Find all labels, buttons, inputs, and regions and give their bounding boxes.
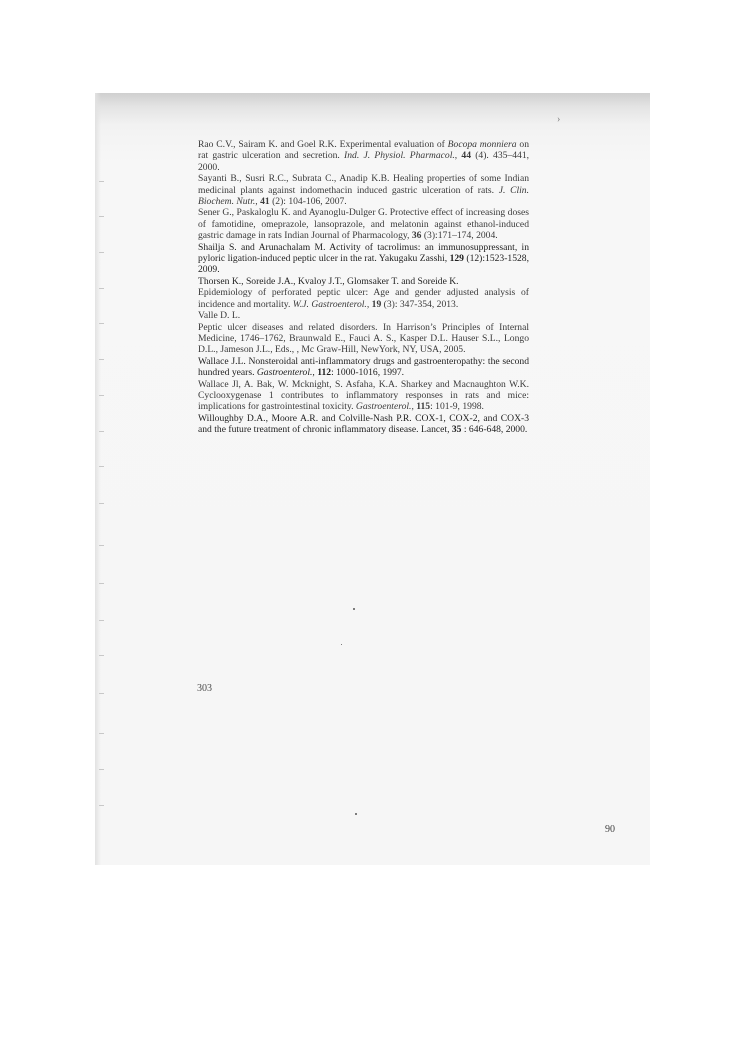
reference-volume: 115 xyxy=(416,401,431,413)
margin-tick xyxy=(99,431,104,432)
margin-tick xyxy=(99,545,104,546)
reference-entry xyxy=(198,173,529,207)
reference-volume: 35 xyxy=(451,424,462,436)
reference-text: (3): 347-354, 2013. xyxy=(381,298,459,310)
reference-text: Sener G., Paskaloglu K. and Ayanoglu-Dulger G. Protective effect of increasing doses of famotidine, omeprazole, lansoprazole, and melatonin against ethanol-induced gastric damage in rats Indian Journal of Pharmacology, xyxy=(198,207,529,242)
reference-volume: 41 xyxy=(260,196,270,208)
inner-page-number: 303 xyxy=(197,683,212,694)
reference-volume: 44 xyxy=(461,150,471,162)
reference-text: , xyxy=(312,367,318,379)
reference-entry xyxy=(198,139,529,173)
reference-italic-text: Bocopa monniera xyxy=(447,139,517,150)
reference-text: , xyxy=(454,150,462,162)
reference-text: (4). 435–441, 2000. xyxy=(198,150,530,173)
reference-text: (12):1523-1528, 2009. xyxy=(198,253,529,276)
reference-entry xyxy=(198,322,529,356)
reference-text: on rat gastric ulceration and secretion. xyxy=(198,139,529,162)
scanned-page xyxy=(95,93,650,865)
reference-entry xyxy=(198,379,529,413)
reference-text: Epidemiology of perforated peptic ulcer: Age and gender adjusted analysis of incidence and mortality. xyxy=(198,287,529,310)
margin-tick xyxy=(99,503,104,504)
scan-speck xyxy=(341,644,342,645)
margin-tick xyxy=(99,466,104,467)
reference-text: : 101-9, 1998. xyxy=(430,401,484,413)
reference-entry xyxy=(198,413,529,436)
margin-tick xyxy=(99,216,104,217)
reference-volume: 129 xyxy=(449,253,464,265)
reference-text: (2): 104-106, 2007. xyxy=(269,196,347,208)
margin-tick xyxy=(99,769,104,770)
reference-text: Willoughby D.A., Moore A.R. and Colville-Nash P.R. COX-1, COX-2, and COX-3 and the future treatment of chronic inflammatory disease. Lancet, xyxy=(198,412,529,436)
reference-text: Thorsen K., Soreide J.A., Kvaloy J.T., Glomsaker T. and Soreide K. xyxy=(198,275,459,287)
reference-text: Peptic ulcer diseases and related disorders. In Harrison’s Principles of Internal Medicine, 1746–1762, Braunwald E., Fauci A. S., Kasper D.L. Hauser S.L., Longo D.L., Jameson J.L., Eds., , Mc Graw-Hill, NewYork, NY, USA, 2005. xyxy=(198,321,529,356)
margin-tick xyxy=(99,359,104,360)
reference-entry xyxy=(198,310,529,321)
reference-volume: 36 xyxy=(411,230,422,242)
margin-tick xyxy=(99,620,104,621)
page-number: 90 xyxy=(605,824,615,835)
scan-shadow-edge xyxy=(95,93,101,865)
reference-italic-text: Ind. J. Physiol. Pharmacol. xyxy=(344,150,455,162)
reference-volume: 112 xyxy=(317,367,332,379)
reference-italic-text: J. Clin. Biochem. Nutr. xyxy=(198,184,530,208)
margin-tick xyxy=(99,655,104,656)
margin-tick xyxy=(99,288,104,289)
reference-italic-text: Gastroenterol. xyxy=(256,367,313,379)
margin-tick xyxy=(99,805,104,806)
scan-speck xyxy=(355,813,357,815)
margin-tick xyxy=(99,252,104,253)
reference-entry xyxy=(198,242,529,276)
reference-entry xyxy=(198,276,529,287)
reference-text: Wallace Jl, A. Bak, W. Mcknight, S. Asfaha, K.A. Sharkey and Macnaughton W.K. Cyclooxygenase 1 contributes to inflammatory responses in rats and mice: implications for gastrointestinal toxicity. xyxy=(198,378,529,413)
reference-volume: 19 xyxy=(371,298,382,310)
corner-mark: › xyxy=(557,114,561,125)
reference-text: Sayanti B., Susri R.C., Subrata C., Anadip K.B. Healing properties of some Indian medicinal plants against indomethacin induced gastric ulceration of rats. xyxy=(198,173,529,196)
reference-text: (3):171–174, 2004. xyxy=(421,230,498,242)
margin-tick xyxy=(99,181,104,182)
reference-list xyxy=(198,139,529,436)
reference-italic-text: W.J. Gastroenterol. xyxy=(292,298,367,310)
reference-text: : 646-648, 2000. xyxy=(461,424,528,436)
scan-speck xyxy=(353,608,355,610)
margin-tick xyxy=(99,733,104,734)
margin-tick xyxy=(99,583,104,584)
reference-entry xyxy=(198,287,529,310)
margin-tick xyxy=(99,323,104,324)
reference-text: : 1000-1016, 1997. xyxy=(331,367,405,379)
reference-text: Rao C.V., Sairam K. and Goel R.K. Experimental evaluation of xyxy=(198,139,448,150)
margin-tick xyxy=(99,693,104,694)
reference-text: , xyxy=(255,196,261,208)
reference-text: , xyxy=(411,401,417,413)
reference-entry xyxy=(198,356,529,379)
reference-italic-text: Gastroenterol. xyxy=(355,401,412,413)
margin-tick xyxy=(99,395,104,396)
reference-text: Wallace J.L. Nonsteroidal anti-inflammatory drugs and gastroenteropathy: the second hundred years. xyxy=(198,355,529,379)
reference-text: Valle D. L. xyxy=(198,310,241,322)
reference-text: , xyxy=(366,298,372,310)
reference-text: Shailja S. and Arunachalam M. Activity of tacrolimus: an immunosuppressant, in pyloric ligation-induced peptic ulcer in the rat. Yakugaku Zasshi, xyxy=(198,241,529,265)
reference-entry xyxy=(198,207,529,241)
